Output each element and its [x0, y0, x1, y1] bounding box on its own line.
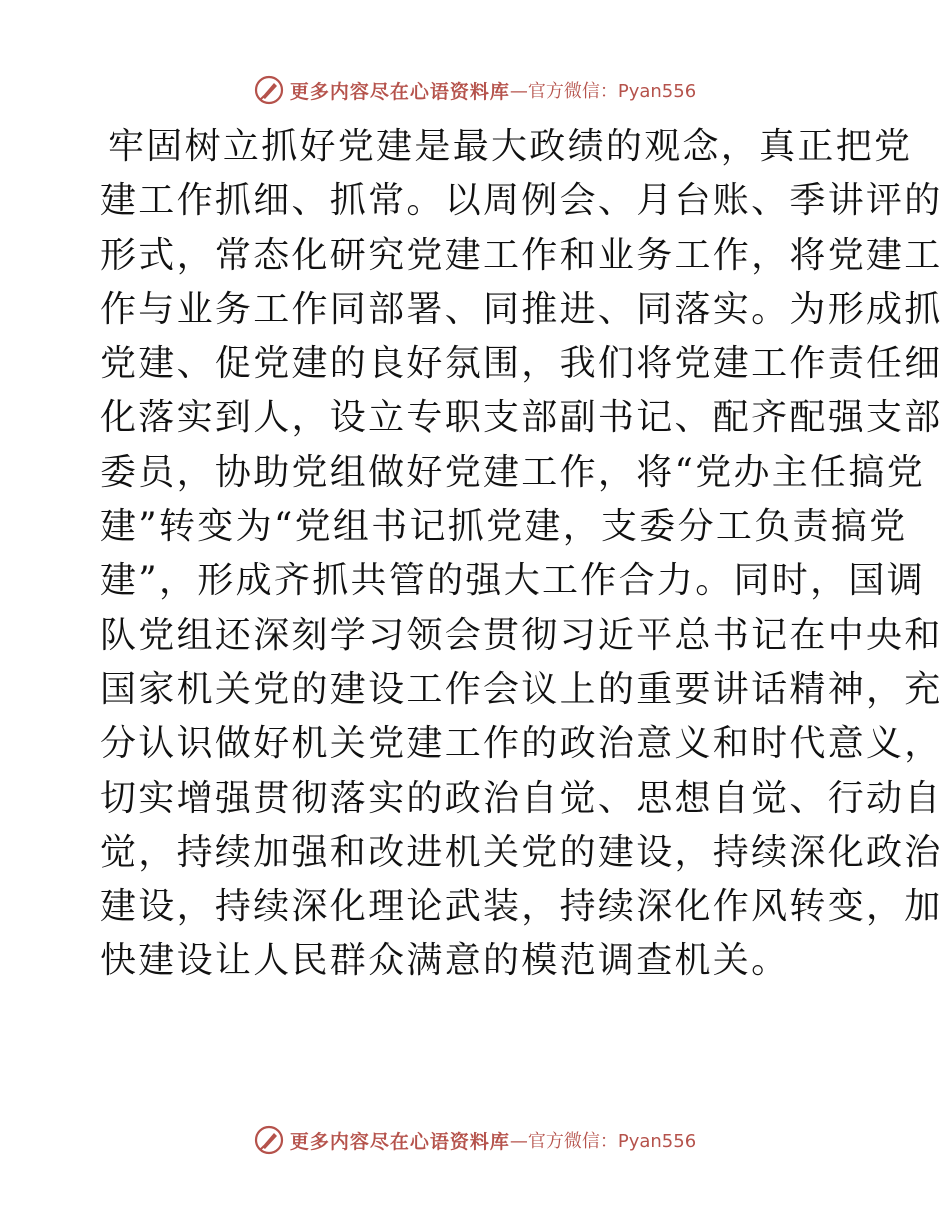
banner-main-text: 更多内容尽在心语资料库	[289, 80, 510, 103]
body-line: 切实增强贯彻落实的政治自觉、思想自觉、行动自	[100, 777, 943, 819]
body-line: 建设，持续深化理论武装，持续深化作风转变，加	[100, 886, 943, 928]
banner-main-text: 更多内容尽在心语资料库	[289, 1130, 510, 1153]
banner-wechat-text: —官方微信：Pyan556	[509, 81, 697, 102]
body-line: 化落实到人，设立专职支部副书记、配齐配强支部	[100, 397, 943, 439]
body-line: 党建、促党建的良好氛围，我们将党建工作责任细	[100, 343, 943, 385]
body-line: 国家机关党的建设工作会议上的重要讲话精神，充	[100, 668, 943, 710]
header-watermark-banner	[0, 70, 950, 110]
body-line: 牢固树立抓好党建是最大政绩的观念，真正把党	[108, 126, 913, 167]
body-line: 建工作抓细、抓常。以周例会、月台账、季讲评的	[100, 180, 943, 222]
body-line: 队党组还深刻学习领会贯彻习近平总书记在中央和	[100, 614, 943, 656]
quill-pen-logo-icon	[254, 1125, 284, 1155]
body-line: 作与业务工作同部署、同推进、同落实。为形成抓	[100, 288, 943, 330]
body-line: 委员，协助党组做好党建工作，将“党办主任搞党	[100, 451, 926, 493]
body-line: 建”转变为“党组书记抓党建，支委分工负责搞党	[100, 506, 908, 548]
document-body	[100, 120, 943, 989]
body-line: 建”，形成齐抓共管的强大工作合力。同时，国调	[100, 560, 926, 602]
body-line: 分认识做好机关党建工作的政治意义和时代意义，	[100, 723, 943, 765]
body-line: 快建设让人民群众满意的模范调查机关。	[100, 940, 790, 982]
footer-watermark-banner	[0, 1120, 950, 1160]
quill-pen-logo-icon	[254, 75, 284, 105]
body-line: 觉，持续加强和改进机关党的建设，持续深化政治	[100, 831, 943, 873]
body-line: 形式，常态化研究党建工作和业务工作，将党建工	[100, 234, 943, 276]
banner-wechat-text: —官方微信：Pyan556	[509, 1131, 697, 1152]
